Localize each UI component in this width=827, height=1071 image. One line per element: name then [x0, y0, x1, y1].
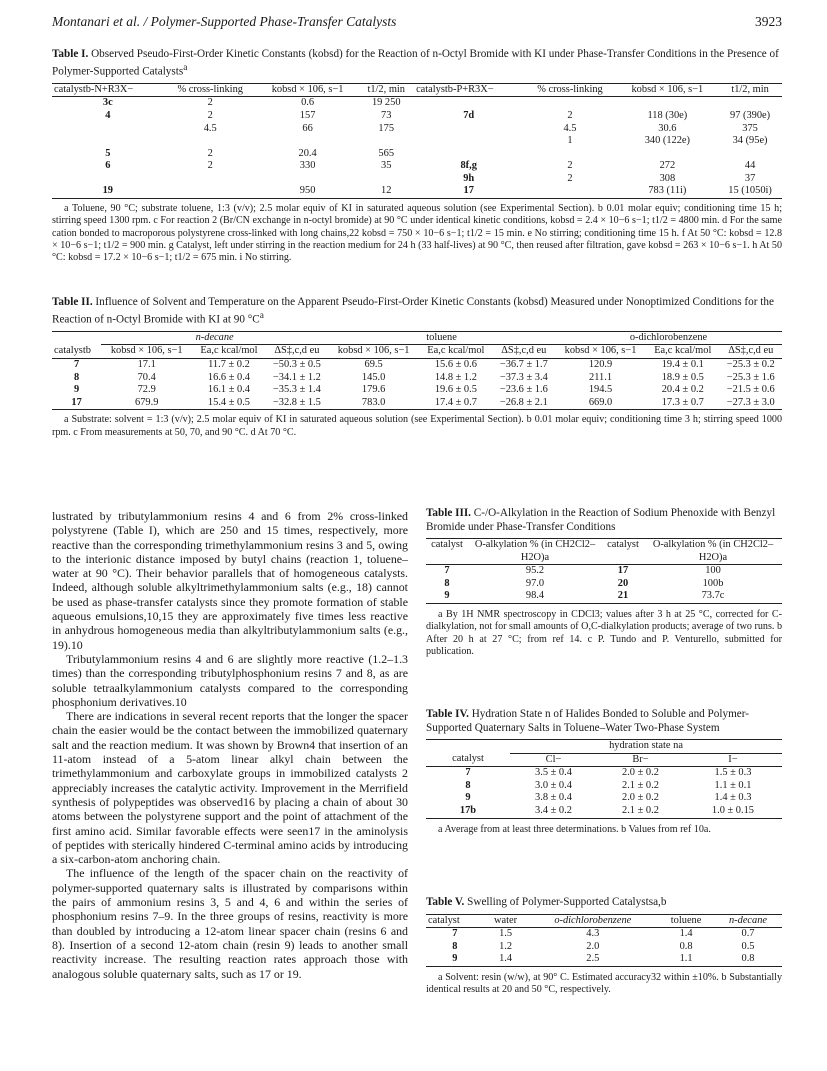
table-cell: 3.4 ± 0.2: [535, 804, 572, 816]
table-1: [52, 48, 782, 265]
table-cell: 179.6: [361, 384, 386, 396]
table-1-caption: [52, 48, 782, 79]
table-cell: 7d: [463, 109, 475, 121]
table-cell: 0.6: [301, 97, 315, 109]
table-cell: 1.0 ± 0.15: [711, 804, 754, 816]
table-cell: [414, 148, 523, 161]
table-row: [52, 97, 782, 110]
table-2-header-catalyst: catalystb: [54, 344, 91, 356]
table-cell: 9h: [463, 172, 475, 184]
table-4: [426, 708, 782, 836]
table-cell: 9: [465, 792, 471, 804]
table-cell: 97 (390e): [730, 109, 771, 121]
table-cell: −27.3 ± 3.0: [726, 396, 775, 408]
table-row: [426, 805, 782, 818]
table-cell: [523, 185, 616, 198]
table-row: [426, 578, 782, 591]
table-cell: 66: [302, 122, 313, 134]
table-1-grid: [52, 83, 782, 199]
table-cell: 21: [617, 590, 629, 602]
table-cell: 3.0 ± 0.4: [535, 779, 572, 791]
table-cell: −50.3 ± 0.5: [272, 358, 321, 370]
table-cell: 8: [73, 371, 80, 383]
table-cell: 1.5 ± 0.3: [714, 767, 752, 779]
table-row: [426, 941, 782, 954]
table-row: [52, 160, 782, 173]
table-cell: −35.3 ± 1.4: [272, 384, 321, 396]
table-4-header-br: Br−: [632, 753, 649, 765]
table-4-footnote: a Average from at least three determinations. b Values from ref 10a.: [438, 823, 711, 835]
table-cell: [523, 148, 616, 161]
table-cell: 2: [207, 147, 213, 159]
table-cell: 2.1 ± 0.2: [622, 779, 659, 791]
table-cell: 1: [567, 135, 573, 147]
table-cell: 17.4 ± 0.7: [434, 396, 477, 408]
table-row: [52, 173, 782, 186]
table-cell: 2.0 ± 0.2: [622, 792, 659, 804]
table-cell: 4.5: [563, 122, 577, 134]
table-cell: [617, 97, 719, 110]
table-row: [52, 123, 782, 136]
table-2-caption-text: Influence of Solvent and Temperature on the Apparent Pseudo-First-Order Kinetic Constants (kobsd) Measured under Nonoptimized Conditions for the Reaction of n-Octyl Bromide with KI at 90 °C: [52, 296, 774, 326]
table-cell: 120.9: [588, 358, 613, 370]
table-cell: 17: [71, 396, 82, 408]
table-row: [52, 185, 782, 198]
table-cell: [52, 135, 164, 148]
table-cell: 1.5: [499, 928, 513, 940]
table-cell: 211.1: [589, 371, 613, 383]
table-5-grid: [426, 914, 782, 967]
table-cell: 5: [105, 147, 111, 159]
table-cell: 0.5: [741, 940, 755, 952]
table-5: [426, 896, 782, 996]
table-cell: −21.5 ± 0.6: [726, 384, 775, 396]
table-cell: 100b: [702, 577, 724, 589]
table-cell: [358, 173, 414, 186]
table-cell: 20.4: [298, 147, 317, 159]
table-cell: 2.0: [586, 940, 600, 952]
table-cell: 17: [617, 565, 629, 577]
table-cell: 272: [659, 160, 676, 172]
table-cell: 15 (1050i): [728, 185, 772, 197]
table-cell: 679.9: [135, 396, 159, 408]
table-cell: 9: [73, 384, 80, 396]
table-cell: 17.1: [137, 358, 156, 370]
table-row: [52, 110, 782, 123]
table-cell: 98.4: [525, 590, 545, 602]
table-row: [52, 135, 782, 148]
page-number: 3923: [755, 14, 782, 29]
table-1-header-cell: % cross-linking: [177, 83, 243, 95]
table-cell: −26.8 ± 2.1: [499, 396, 548, 408]
table-cell: 35: [381, 160, 392, 172]
table-3: [426, 507, 782, 658]
table-cell: 8: [465, 779, 471, 791]
table-row: [426, 565, 782, 578]
table-row: [426, 767, 782, 780]
table-cell: [523, 97, 616, 110]
body-paragraph-2: Tributylammonium resins 4 and 6 are slightly more reactive (1.2–1.3 times) than the corresponding tributylphosphonium resins 7 and 8, as are soluble tetraalkylammonium catalysts compared to the corresponding phosphonium derivatives.10: [52, 651, 408, 709]
table-cell: 19.4 ± 0.1: [661, 358, 704, 370]
table-2-subheader-cell: Ea,c kcal/mol: [200, 345, 258, 357]
table-cell: −25.3 ± 0.2: [726, 358, 775, 370]
table-cell: [414, 135, 523, 148]
table-cell: 0.8: [741, 953, 755, 965]
table-cell: 330: [299, 160, 316, 172]
table-4-header-catalyst: catalyst: [452, 753, 484, 765]
table-cell: 375: [742, 122, 758, 134]
table-cell: 30.6: [658, 122, 677, 134]
table-5-caption-text: Swelling of Polymer-Supported Catalystsa,b: [467, 896, 667, 908]
body-paragraph-1: lustrated by tributylammonium resins 4 and 6 from 2% cross-linked polystyrene (Table I), which are 250 and 15 times, respectively, more reactive than the corresponding trimethylammonium resins 3 and 5, owing to the interionic distance imposed by butyl chains (reaction 1, toluene–water at 90 °C). Their behavior parallels that of homogeneous catalysts. Indeed, although soluble alkyltrimethylammonium salts (e.g., 18) cannot be used as phase-transfer catalysts since they promote formation of stable aqueous emulsions,10,15 they are approximately five times less reactive in anhydrous homogeneous media than alkyltributylammonium salts (e.g., 19).10: [52, 509, 408, 652]
table-5-header-row: [426, 914, 782, 928]
body-paragraph-3: There are indications in several recent reports that the longer the spacer chain the easier would be the contact between the immobilized quaternary salt and the reaction medium. It was shown by Brown4 that insertion of an 11-atom instead of a 5-atom linear alkyl chain between the trimethylammonium and carboxylate groups in immobilized catalysts 2 appreciably increases the catalytic activity. Improvement in the Merrifield synthesis of polypeptides was observed16 by placing a chain of about 30 atoms between the polystyrene support and the point of attachment of the first amino acid. Similar favorable effects were seen17 in the aminolysis of peptides with sterically hindered C-terminal amino acids by introducing a six-carbon-atom anchoring chain.: [52, 709, 408, 867]
table-cell: [414, 97, 523, 110]
table-5-label: Table V.: [426, 896, 465, 908]
table-row: [52, 148, 782, 161]
table-cell: −36.7 ± 1.7: [499, 358, 548, 370]
table-cell: 6: [105, 160, 111, 172]
table-row: [426, 928, 782, 941]
table-cell: 17.3 ± 0.7: [661, 396, 704, 408]
table-cell: 37: [744, 172, 756, 184]
table-cell: 18.9 ± 0.5: [661, 371, 704, 383]
table-1-header-cell: catalystb-N+R3X−: [54, 83, 134, 95]
table-cell: 3.8 ± 0.4: [535, 792, 572, 804]
table-cell: 44: [744, 160, 756, 172]
table-cell: 8f,g: [460, 160, 477, 172]
table-cell: [718, 97, 782, 110]
table-1-header-cell: t1/2, min: [731, 83, 769, 95]
table-cell: −37.3 ± 3.4: [499, 371, 548, 383]
table-cell: 4: [105, 109, 111, 121]
table-cell: [358, 135, 414, 148]
table-3-caption: [426, 507, 782, 534]
table-cell: [164, 173, 257, 186]
table-cell: 2: [567, 109, 573, 121]
table-5-header-toluene: toluene: [670, 914, 702, 926]
table-cell: 9: [452, 953, 458, 965]
table-cell: 783 (11i): [648, 185, 687, 197]
table-row: [426, 792, 782, 805]
table-cell: 2: [207, 97, 213, 109]
table-2-subheader-cell: Ea,c kcal/mol: [427, 345, 485, 357]
table-cell: 4.3: [586, 928, 600, 940]
table-row: [52, 372, 782, 385]
table-cell: 1.4: [679, 928, 693, 940]
table-cell: 1.1: [679, 953, 693, 965]
table-1-header-cell: t1/2, min: [367, 83, 405, 95]
table-cell: 194.5: [588, 384, 613, 396]
table-3-label: Table III.: [426, 507, 471, 519]
table-4-caption: [426, 708, 782, 735]
table-2-solvent-decane: n-decane: [101, 331, 328, 345]
table-cell: 7: [452, 928, 458, 940]
table-row: [52, 384, 782, 397]
table-cell: 7: [465, 767, 471, 779]
table-3-header-catalyst-1: catalyst: [431, 539, 463, 550]
table-5-footnote: a Solvent: resin (w/w), at 90° C. Estimated accuracy32 within ±10%. b Substantially identical results at 20 and 50 °C, respectively.: [426, 971, 782, 996]
table-2-subheader-cell: kobsd × 106, s−1: [110, 345, 183, 357]
table-cell: [257, 173, 359, 186]
table-cell: 11.7 ± 0.2: [208, 358, 250, 370]
table-cell: 3.5 ± 0.4: [535, 767, 572, 779]
table-3-grid: [426, 538, 782, 604]
table-cell: −25.3 ± 1.6: [726, 371, 775, 383]
table-1-header-cell: % cross-linking: [537, 83, 603, 95]
table-cell: 70.4: [137, 371, 156, 383]
table-5-header-water: water: [494, 914, 518, 926]
table-cell: 308: [659, 172, 676, 184]
table-cell: 1.4 ± 0.3: [714, 792, 752, 804]
table-cell: [52, 123, 164, 136]
table-cell: 1.4: [499, 953, 513, 965]
table-4-group-row: [426, 740, 782, 754]
table-cell: [257, 135, 359, 148]
table-cell: 20.4 ± 0.2: [661, 384, 704, 396]
table-cell: 69.5: [364, 358, 383, 370]
table-4-header-i: I−: [728, 753, 738, 765]
table-cell: 2: [567, 172, 573, 184]
table-cell: [718, 148, 782, 161]
table-4-grid: [426, 739, 782, 819]
table-1-label: Table I.: [52, 48, 89, 60]
table-cell: 7: [444, 565, 450, 577]
table-cell: 97.0: [525, 577, 545, 589]
table-2-subheader-cell: ΔS‡,c,d eu: [274, 345, 320, 357]
table-2-empty-corner: [52, 331, 101, 345]
table-5-header-odcb: o-dichlorobenzene: [554, 914, 632, 926]
table-cell: 17: [463, 185, 474, 197]
table-2-subheader-cell: kobsd × 106, s−1: [564, 345, 637, 357]
table-cell: 16.6 ± 0.4: [207, 371, 250, 383]
table-cell: 783.0: [361, 396, 386, 408]
table-cell: 7: [73, 358, 80, 370]
table-1-header-cell: catalystb-P+R3X−: [416, 83, 494, 95]
table-3-caption-text: C-/O-Alkylation in the Reaction of Sodium Phenoxide with Benzyl Bromide under Phase-Transfer Conditions: [426, 507, 776, 533]
table-row: [52, 358, 782, 371]
table-cell: 2: [207, 160, 213, 172]
table-2-footnote: a Substrate: solvent = 1:3 (v/v); 2.5 molar equiv of KI in saturated aqueous solution (see Experimental Section). b 0.01 molar equiv; conditioning time 3 h; stirring speed 1000 rpm. c From measurements at 50, 70, and 90 °C. d At 70 °C.: [52, 414, 782, 438]
table-2: [52, 296, 782, 439]
table-cell: 73: [381, 109, 392, 121]
body-paragraph-4: The influence of the length of the spacer chain on the reactivity of polymer-supported quaternary salts is illustrated by comparisons within the pairs of ammonium resins 3, 5 and 4, 6 and within the series of phosphonium resins 7–9. In the three groups of resins, reactivity is more than doubled by introducing a 12-atom linear spacer chain (resins 6 and 8). Insertion of a second 12-atom chain (resin 9) leads to another small reactivity increase. The resulting reaction rates approach those with analogous soluble quaternary salts, such as 17 or 19.: [52, 866, 408, 981]
table-cell: 17b: [459, 804, 477, 816]
table-cell: 2.1 ± 0.2: [622, 804, 659, 816]
table-2-subheader-cell: ΔS‡,c,d eu: [728, 345, 774, 357]
table-cell: 118 (30e): [647, 109, 688, 121]
table-cell: 72.9: [137, 384, 156, 396]
table-cell: 12: [381, 185, 392, 197]
table-cell: −32.8 ± 1.5: [272, 396, 321, 408]
running-head: [52, 14, 782, 34]
table-2-solvent-toluene: toluene: [328, 331, 555, 345]
table-cell: 340 (122e): [644, 135, 691, 147]
table-cell: 565: [378, 147, 395, 159]
table-row: [426, 590, 782, 603]
table-2-subheader-cell: ΔS‡,c,d eu: [501, 345, 547, 357]
table-cell: 100: [705, 565, 721, 577]
table-cell: 8: [444, 577, 450, 589]
table-cell: [52, 173, 164, 186]
table-4-empty-corner: [426, 740, 510, 754]
table-4-group-header: hydration state na: [510, 740, 782, 754]
table-cell: 145.0: [361, 371, 386, 383]
table-cell: 8: [452, 940, 458, 952]
table-cell: 15.6 ± 0.6: [434, 358, 477, 370]
table-cell: 9: [444, 590, 450, 602]
table-row: [426, 780, 782, 793]
table-cell: 14.8 ± 1.2: [434, 371, 477, 383]
table-2-subheader-cell: kobsd × 106, s−1: [337, 345, 410, 357]
table-1-header-cell: kobsd × 106, s−1: [631, 83, 704, 95]
table-row: [426, 953, 782, 966]
table-cell: 19.6 ± 0.5: [434, 384, 477, 396]
table-cell: 3c: [102, 97, 113, 109]
table-cell: −34.1 ± 1.2: [272, 371, 321, 383]
table-cell: 15.4 ± 0.5: [207, 396, 250, 408]
table-cell: 19: [102, 185, 113, 197]
table-cell: [617, 148, 719, 161]
table-cell: [414, 123, 523, 136]
table-5-header-catalyst: catalyst: [428, 914, 460, 926]
table-5-caption: [426, 896, 782, 910]
table-cell: 2.0 ± 0.2: [622, 767, 659, 779]
table-3-header-oalk-2: O-alkylation % (in CH2Cl2–H2O)a: [652, 539, 774, 563]
table-cell: 20: [617, 577, 629, 589]
table-1-header-cell: kobsd × 106, s−1: [271, 83, 344, 95]
table-2-caption: [52, 296, 782, 327]
table-1-caption-mark: a: [183, 62, 188, 73]
table-cell: 669.0: [588, 396, 613, 408]
table-3-header-row: [426, 539, 782, 565]
table-cell: 175: [378, 122, 395, 134]
table-2-caption-mark: a: [259, 310, 264, 321]
table-cell: 19 250: [371, 97, 401, 109]
table-4-caption-text: Hydration State n of Halides Bonded to Soluble and Polymer-Supported Quaternary Salts in Toluene–Water Two-Phase System: [426, 708, 749, 734]
table-2-solvent-row: [52, 331, 782, 345]
table-cell: 2: [567, 160, 573, 172]
table-cell: [164, 135, 257, 148]
table-2-solvent-odcb: o-dichlorobenzene: [555, 331, 782, 345]
table-cell: [164, 185, 257, 198]
table-4-header-cl: Cl−: [545, 753, 562, 765]
table-cell: 1.2: [499, 940, 513, 952]
table-cell: 950: [299, 185, 316, 197]
table-cell: 73.7c: [701, 590, 725, 602]
table-3-footnote: a By 1H NMR spectroscopy in CDCl3; values after 3 h at 25 °C, corrected for C-dialkylation, not for small amounts of O,C-dialkylation products; average of two runs. b After 20 h at 27 °C; from ref 14. c P. Tundo and P. Venturello, submitted for publication.: [426, 608, 782, 657]
table-cell: 2: [207, 109, 213, 121]
table-cell: 1.1 ± 0.1: [714, 779, 752, 791]
table-cell: 4.5: [203, 122, 217, 134]
table-1-footnote: a Toluene, 90 °C; substrate toluene, 1:3 (v/v); 2.5 molar equiv of KI in saturated aqueous solution (see Experimental Section). b 0.01 molar equiv; conditioning time 15 h; stirring speed 1300 rpm. c For reaction 2 (Br/CN exchange in n-octyl bromide) at 90 °C under identical kinetic conditions, kobsd = 2.4 × 10−6 s−1; t1/2 = 4800 min. d For the same cation bonded to macroporous polystyrene cross-linked with long chains,22 kobsd = 750 × 10−6 s−1; t1/2 = 15 min. e No stirring; conditioning time 15 h. f At 50 °C: kobsd = 12.8 × 10−6 s−1; t1/2 = 900 min. g Catalyst, left under stirring in the reaction medium for 24 h (33 half-lives) at 90 °C, then reused after filtration, gave kobsd = 263 × 10−6 s−1. h At 50 °C: kobsd = 17.2 × 10−6 s−1; t1/2 = 675 min. i No stirring.: [52, 203, 782, 264]
body-text-column: [52, 509, 408, 981]
table-1-caption-text: Observed Pseudo-First-Order Kinetic Constants (kobsd) for the Reaction of n-Octyl Bromide with KI under Phase-Transfer Conditions in the Presence of Polymer-Supported Catalysts: [52, 48, 779, 78]
table-1-header-row: [52, 83, 782, 97]
table-3-header-catalyst-2: catalyst: [607, 539, 639, 550]
table-cell: 0.8: [679, 940, 693, 952]
table-cell: 0.7: [741, 928, 755, 940]
table-2-subheader-row: [52, 345, 782, 359]
table-3-header-oalk-1: O-alkylation % (in CH2Cl2–H2O)a: [474, 539, 596, 563]
running-title: Montanari et al. / Polymer-Supported Phase-Transfer Catalysts: [52, 14, 397, 29]
table-cell: −23.6 ± 1.6: [499, 384, 548, 396]
table-cell: 95.2: [525, 565, 545, 577]
table-2-label: Table II.: [52, 296, 93, 308]
table-4-label: Table IV.: [426, 708, 469, 720]
table-4-header-row: [426, 753, 782, 767]
table-cell: 2.5: [586, 953, 600, 965]
table-2-subheader-cell: Ea,c kcal/mol: [654, 345, 712, 357]
table-cell: 157: [299, 109, 316, 121]
table-row: [52, 397, 782, 410]
table-cell: 16.1 ± 0.4: [207, 384, 250, 396]
table-5-header-decane: n-decane: [728, 914, 768, 926]
table-2-grid: [52, 331, 782, 411]
table-cell: 34 (95e): [732, 135, 768, 147]
